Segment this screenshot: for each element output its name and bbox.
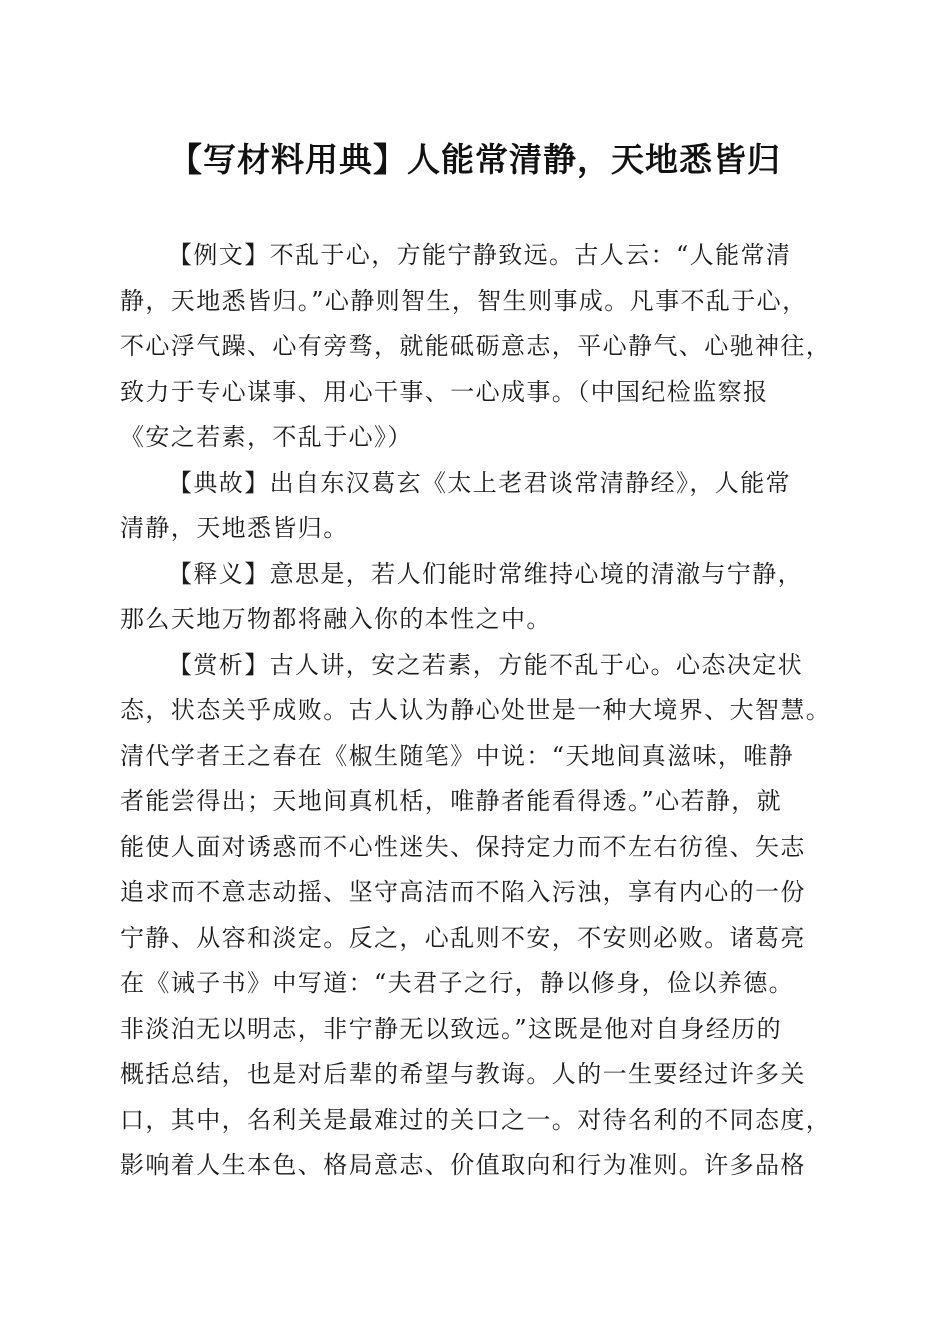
text-line: 那么天地万物都将融入你的本性之中。 xyxy=(120,605,552,633)
paragraph-allusion xyxy=(120,461,838,552)
text-line: 不心浮气躁、心有旁骛，就能砥砺意志，平心静气、心驰神往， xyxy=(120,332,832,360)
document-body xyxy=(120,233,838,1189)
text-line: 清代学者王之春在《椒生随笔》中说：“天地间真滋味，唯静 xyxy=(120,741,795,770)
text-line: 口，其中，名利关是最难过的关口之一。对待名利的不同态度， xyxy=(120,1105,832,1134)
text-line: 追求而不意志动摇、坚守高洁而不陷入污浊，享有内心的一份 xyxy=(120,878,806,906)
paragraph-appreciation xyxy=(120,643,838,1189)
text-line: 在《诫子书》中写道：“夫君子之行，静以修身，俭以养德。 xyxy=(120,969,795,997)
text-line: 【赏析】古人讲，安之若素，方能不乱于心。心态决定状 xyxy=(168,650,803,679)
text-line: 者能尝得出；天地间真机栝，唯静者能看得透。”心若静，就 xyxy=(120,787,783,815)
text-line: 静，天地悉皆归。”心静则智生，智生则事成。凡事不乱于心， xyxy=(120,286,808,315)
text-line: 影响着人生本色、格局意志、价值取向和行为准则。许多品格 xyxy=(120,1151,806,1179)
text-line: 【释义】意思是，若人们能时常维持心境的清澈与宁静， xyxy=(168,559,803,588)
text-line: 《安之若素，不乱于心》） xyxy=(120,423,413,451)
text-line: 【例文】不乱于心，方能宁静致远。古人云：“人能常清 xyxy=(168,241,792,269)
paragraph-meaning xyxy=(120,552,838,643)
text-line: 非淡泊无以明志，非宁静无以致远。”这既是他对自身经历的 xyxy=(120,1014,783,1043)
text-line: 【典故】出自东汉葛玄《太上老君谈常清静经》，人能常 xyxy=(168,468,791,497)
document-title: 【写材料用典】人能常清静，天地悉皆归 xyxy=(169,140,781,179)
text-line: 致力于专心谋事、用心干事、一心成事。（中国纪检监察报 xyxy=(120,377,769,406)
text-line: 概括总结，也是对后辈的希望与教诲。人的一生要经过许多关 xyxy=(120,1060,806,1088)
text-line: 宁静、从容和淡定。反之，心乱则不安，不安则必败。诸葛亮 xyxy=(120,923,806,952)
text-line: 清静，天地悉皆归。 xyxy=(120,514,349,542)
text-line: 能使人面对诱惑而不心性迷失、保持定力而不左右彷徨、矢志 xyxy=(120,832,806,861)
text-line: 态，状态关乎成败。古人认为静心处世是一种大境界、大智慧。 xyxy=(120,696,832,724)
paragraph-example xyxy=(120,233,838,461)
